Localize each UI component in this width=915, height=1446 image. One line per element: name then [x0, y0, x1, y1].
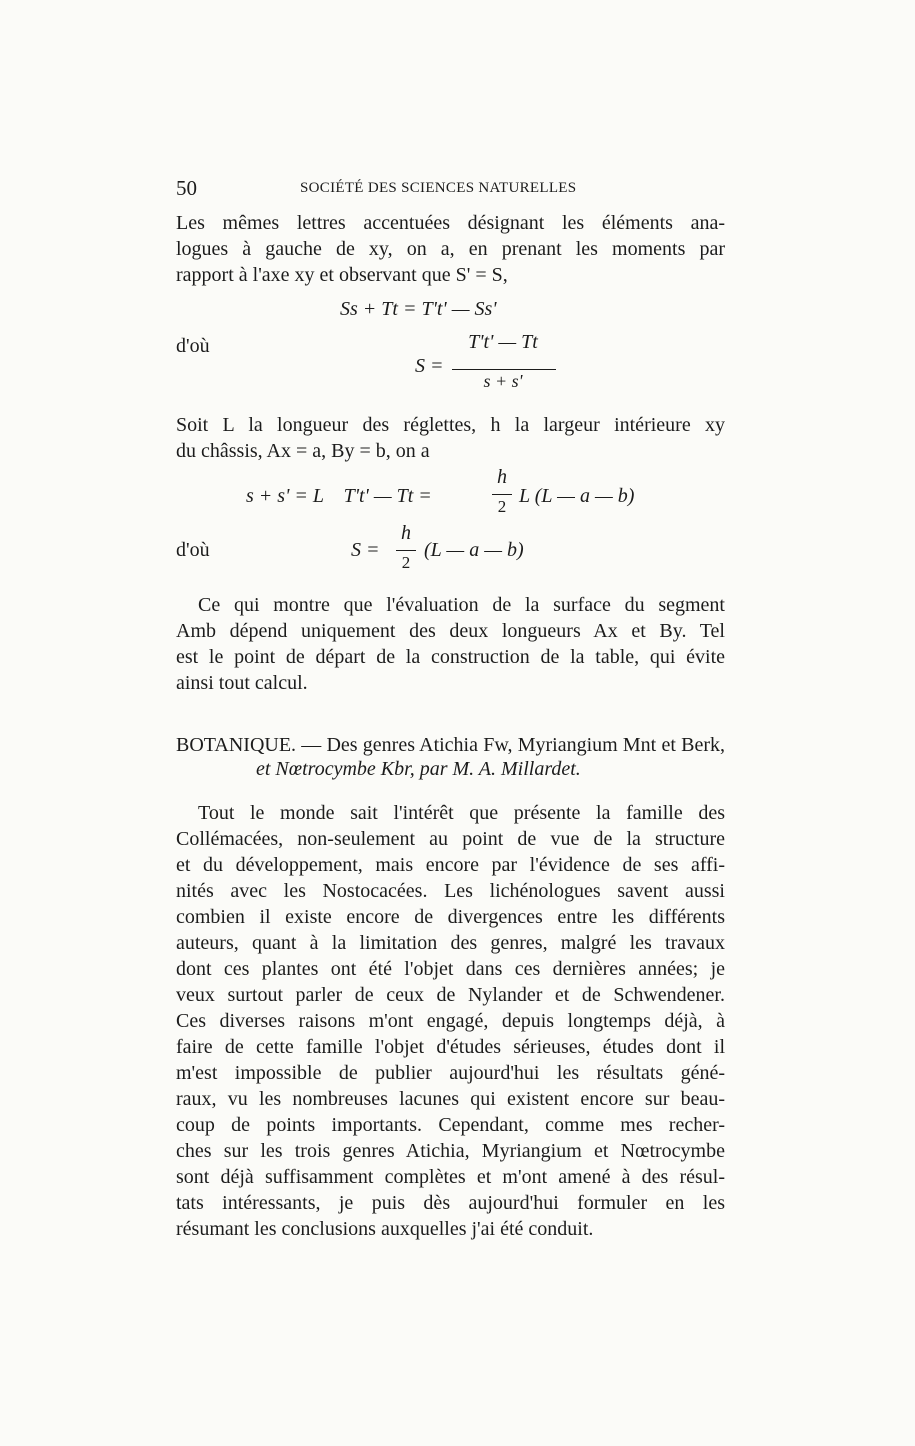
- fraction-denominator: 2: [497, 497, 507, 516]
- text-line: faire de cette famille l'objet d'études sérieuses, études dont il: [176, 1036, 725, 1058]
- text-line: rapport à l'axe xy et observant que S' = S,: [176, 264, 508, 286]
- text-line: du châssis, Ax = a, By = b, on a: [176, 440, 430, 462]
- text-line: et du développement, mais encore par l'évidence de ses affi-: [176, 854, 725, 876]
- text-line: m'est impossible de publier aujourd'hui les résultats géné-: [176, 1062, 725, 1084]
- text-label: d'où: [176, 539, 210, 561]
- equation: (L — a — b): [424, 539, 524, 561]
- text-line: Soit L la longueur des réglettes, h la largeur intérieure xy: [176, 414, 725, 436]
- fraction-bar: [452, 369, 556, 370]
- text-line: combien il existe encore de divergences entre les différents: [176, 906, 725, 928]
- text-line: veux surtout parler de ceux de Nylander et de Schwendener.: [176, 984, 725, 1006]
- text-line: Ce qui montre que l'évaluation de la surface du segment: [198, 594, 725, 616]
- text-line: résumant les conclusions auxquelles j'ai été conduit.: [176, 1218, 594, 1240]
- fraction-bar: [492, 494, 512, 495]
- text-line: Amb dépend uniquement des deux longueurs Ax et By. Tel: [176, 620, 725, 642]
- text-line: dont ces plantes ont été l'objet dans ces dernières années; je: [176, 958, 725, 980]
- text-line: nités avec les Nostocacées. Les lichénologues savent aussi: [176, 880, 725, 902]
- text-line: Les mêmes lettres accentuées désignant les éléments ana-: [176, 212, 725, 234]
- text-line: logues à gauche de xy, on a, en prenant les moments par: [176, 238, 725, 260]
- section-heading: BOTANIQUE. — Des genres Atichia Fw, Myriangium Mnt et Berk,: [176, 734, 725, 756]
- equation-lhs: S =: [351, 539, 380, 561]
- text-line: sont déjà suffisamment complètes et m'ont amené à des résul-: [176, 1166, 725, 1188]
- equation: s + s' = L T't' — Tt =: [246, 485, 432, 507]
- equation-lhs: S =: [415, 355, 444, 377]
- text-line: Collémacées, non-seulement au point de vue de la structure: [176, 828, 725, 850]
- text-line: est le point de départ de la construction de la table, qui évite: [176, 646, 725, 668]
- fraction-denominator: s + s': [483, 371, 523, 391]
- fraction-numerator: h: [401, 522, 411, 544]
- equation: L (L — a — b): [519, 485, 635, 507]
- fraction-denominator: 2: [401, 553, 411, 572]
- text-line: raux, vu les nombreuses lacunes qui existent encore sur beau-: [176, 1088, 725, 1110]
- section-heading-byline: et Nœtrocymbe Kbr, par M. A. Millardet.: [256, 758, 581, 780]
- text-line: Ces diverses raisons m'ont engagé, depuis longtemps déjà, à: [176, 1010, 725, 1032]
- page-number: 50: [176, 176, 197, 200]
- text-line: coup de points importants. Cependant, comme mes recher-: [176, 1114, 725, 1136]
- text-line: tats intéressants, je puis dès aujourd'hui formuler en les: [176, 1192, 725, 1214]
- fraction-bar: [396, 550, 416, 551]
- running-title: SOCIÉTÉ DES SCIENCES NATURELLES: [300, 180, 577, 196]
- text-line: Tout le monde sait l'intérêt que présente la famille des: [198, 802, 725, 824]
- fraction-numerator: T't' — Tt: [468, 331, 538, 353]
- text-line: auteurs, quant à la limitation des genres, malgré les travaux: [176, 932, 725, 954]
- text-line: ches sur les trois genres Atichia, Myriangium et Nœtrocymbe: [176, 1140, 725, 1162]
- fraction-numerator: h: [497, 466, 507, 488]
- text-line: ainsi tout calcul.: [176, 672, 308, 694]
- equation: Ss + Tt = T't' — Ss': [340, 298, 497, 320]
- text-label: d'où: [176, 335, 210, 357]
